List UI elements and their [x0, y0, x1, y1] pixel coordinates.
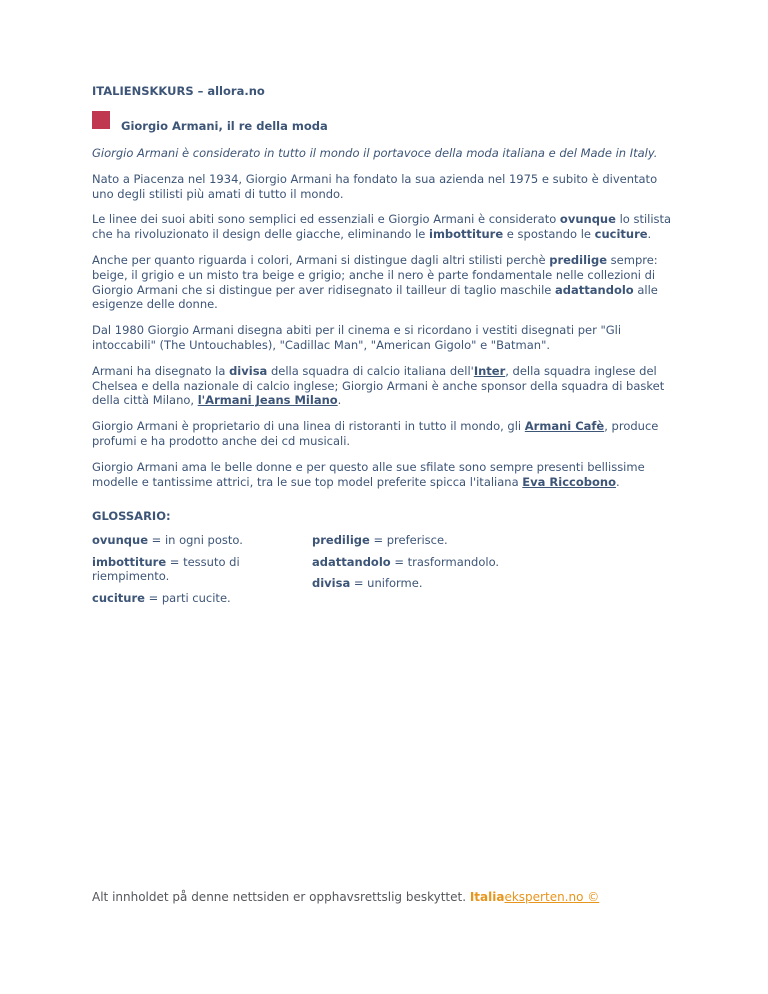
glossary-item: [312, 533, 530, 548]
footer-text: Alt innholdet på denne nettsiden er opphavsrettslig beskyttet.: [92, 890, 470, 904]
glossary-definition: = parti cucite.: [144, 590, 231, 605]
glossary-item: [92, 555, 310, 584]
glossary-definition: = preferisce.: [369, 533, 448, 548]
link-armani-cafe[interactable]: Armani Cafè: [524, 419, 605, 434]
text: della squadra di calcio italiana dell': [267, 363, 474, 378]
glossary-term: imbottiture: [92, 554, 167, 569]
keyword-divisa: divisa: [229, 363, 268, 378]
text: Giorgio Armani ama le belle donne e per questo alle sue sfilate sono sempre presenti bellissime modelle e tantissime attrici, tra le sue top model preferite spicca l'italiana: [92, 459, 645, 489]
text: lo stilista che ha rivoluzionato il design delle giacche, eliminando le: [92, 212, 672, 242]
text: sempre: beige, il grigio e un misto tra beige e grigio; anche il nero è parte fondamentale nelle collezioni di Giorgio Armani che si distingue per aver ridisegnato il tailleur di taglio maschile: [92, 252, 658, 297]
footer-brand-italia: Italia: [469, 890, 505, 904]
keyword-ovunque: ovunque: [559, 212, 616, 227]
text: , produce profumi e ha prodotto anche dei cd musicali.: [92, 419, 659, 448]
keyword-cuciture: cuciture: [594, 227, 648, 242]
article-header: [92, 110, 682, 133]
text: Giorgio Armani è proprietario di una linea di ristoranti in tutto il mondo, gli: [92, 419, 525, 434]
glossary-item: [92, 591, 310, 606]
glossary-definition: = uniforme.: [350, 576, 423, 591]
paragraph-4: Dal 1980 Giorgio Armani disegna abiti per il cinema e si ricordano i vestiti disegnati per "Gli intoccabili" (The Untouchables), "Cadillac Man", "American Gigolo" e "Batman".: [92, 323, 622, 352]
keyword-imbottiture: imbottiture: [429, 227, 504, 242]
paragraph-7: [92, 460, 682, 490]
paragraph-6: [92, 419, 682, 449]
glossary-definition: = trasformandolo.: [390, 554, 500, 569]
glossary-definition: = in ogni posto.: [148, 533, 243, 548]
paragraph-3: [92, 253, 682, 312]
glossary-term: divisa: [312, 576, 351, 591]
red-square-icon: [92, 111, 110, 129]
text: Anche per quanto riguarda i colori, Armani si distingue dagli altri stilisti perchè: [92, 252, 550, 267]
text: .: [337, 393, 342, 408]
link-armani-jeans-milano[interactable]: l'Armani Jeans Milano: [197, 393, 338, 408]
link-eva-riccobono[interactable]: Eva Riccobono: [522, 474, 616, 489]
paragraph-1: Nato a Piacenza nel 1934, Giorgio Armani ha fondato la sua azienda nel 1975 e subito è diventato uno degli stilisti più amati di tutto il mondo.: [92, 171, 658, 201]
glossary-term: adattandolo: [312, 554, 391, 569]
text: Armani ha disegnato la: [92, 363, 230, 378]
link-inter[interactable]: Inter: [473, 363, 506, 378]
glossary-item: [312, 555, 530, 570]
text: .: [615, 474, 620, 489]
keyword-adattandolo: adattandolo: [555, 282, 634, 297]
site-title: ITALIENSKKURS – allora.no: [92, 84, 265, 98]
glossary-item: [92, 533, 310, 548]
keyword-predilige: predilige: [549, 252, 608, 267]
footer-brand-link[interactable]: [470, 890, 599, 904]
intro-paragraph: Giorgio Armani è considerato in tutto il mondo il portavoce della moda italiana e del Made in Italy.: [92, 146, 658, 160]
glossary-definition: = tessuto di riempimento.: [92, 554, 240, 584]
glossary-title: GLOSSARIO:: [92, 509, 171, 524]
article-title: Giorgio Armani, il re della moda: [121, 119, 328, 133]
text: .: [647, 227, 652, 242]
footer-copyright: [92, 889, 712, 905]
glossary-term: cuciture: [92, 590, 145, 605]
article-page: [92, 84, 682, 612]
text: Le linee dei suoi abiti sono semplici ed essenziali e Giorgio Armani è considerato: [92, 212, 560, 227]
text: alle esigenze delle donne.: [92, 282, 658, 312]
text: e spostando le: [503, 227, 595, 242]
paragraph-2: [92, 212, 682, 242]
glossary: [92, 533, 682, 612]
glossary-term: predilige: [312, 533, 370, 548]
glossary-right-column: [312, 533, 530, 612]
glossary-term: ovunque: [92, 533, 148, 548]
footer-brand-eksperten: eksperten.no ©: [504, 890, 600, 904]
text: , della squadra inglese del Chelsea e della nazionale di calcio inglese; Giorgio Armani è anche sponsor della squadra di basket della città Milano,: [92, 363, 665, 408]
glossary-item: [312, 576, 530, 591]
paragraph-5: [92, 364, 682, 408]
glossary-left-column: [92, 533, 310, 612]
